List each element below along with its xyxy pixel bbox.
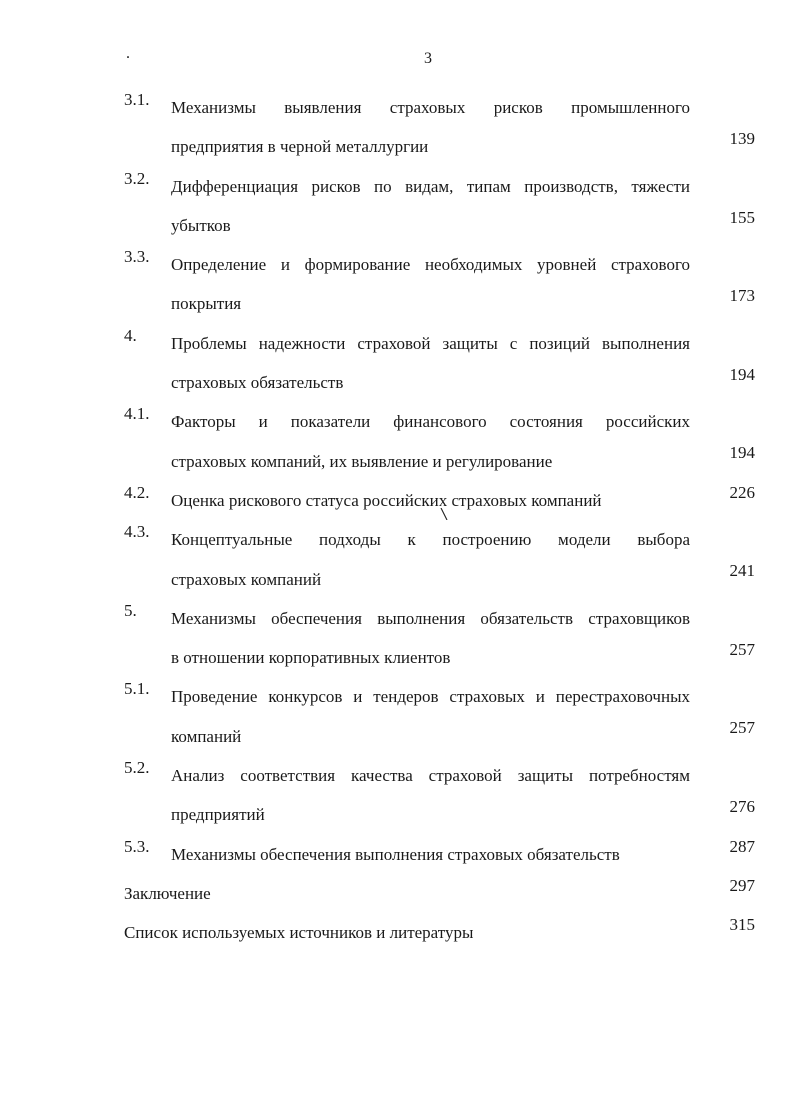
- page-number: 3: [424, 50, 432, 67]
- toc-entry-title-line: страховых компаний, их выявление и регулирование: [171, 451, 553, 471]
- pen-stroke-mark: [440, 508, 448, 520]
- toc-entry-number: 5.2.: [124, 758, 150, 778]
- toc-entry-title-line: Механизмы выявления страховых рисков промышленного: [171, 98, 690, 117]
- toc-entry-page: 297: [729, 875, 755, 895]
- toc-entry-title-line: Дифференциация рисков по видам, типам производств, тяжести: [171, 176, 690, 196]
- toc-entry-page: 276: [729, 797, 755, 817]
- toc-entry-title-line: Механизмы обеспечения выполнения обязательств страховщиков: [171, 608, 690, 628]
- toc-entry-page: 139: [729, 129, 755, 148]
- toc-entry-title-line: Список используемых источников и литературы: [124, 923, 474, 943]
- toc-entry-title-line: Проведение конкурсов и тендеров страховых и перестраховочных: [171, 687, 690, 707]
- toc-entry-page: 241: [729, 561, 755, 581]
- toc-entry-title-line: предприятий: [171, 805, 265, 825]
- toc-entry-4-1: [0, 402, 793, 481]
- toc-entry-page: 287: [729, 836, 755, 856]
- toc-entry-title-line: Проблемы надежности страховой защиты с позиций выполнения: [171, 333, 690, 353]
- toc-entry-title-line: Оценка рискового статуса российских страховых компаний: [171, 490, 602, 510]
- toc-entry-title-line: Механизмы обеспечения выполнения страховых обязательств: [171, 844, 620, 864]
- toc-entry-number: 4.2.: [124, 482, 150, 502]
- toc-entry-page: 257: [729, 718, 755, 738]
- toc-entry-page: 194: [729, 364, 755, 384]
- toc-entry-number: 3.3.: [124, 247, 150, 267]
- toc-entry-title-line: Концептуальные подходы к построению модели выбора: [171, 530, 690, 550]
- toc-entry-title-line: Анализ соответствия качества страховой защиты потребностям: [171, 766, 690, 786]
- toc-entry-conclusion: [0, 874, 793, 913]
- toc-entry-number: 3.1.: [124, 90, 150, 109]
- toc-entry-5-1: [0, 677, 793, 756]
- toc-entry-title-line: страховых обязательств: [171, 373, 344, 393]
- table-of-contents: [0, 88, 793, 953]
- toc-entry-number: 5.: [124, 600, 137, 620]
- toc-entry-title-line: Заключение: [124, 883, 211, 903]
- toc-entry-number: 3.2.: [124, 168, 150, 188]
- toc-entry-page: 173: [729, 286, 755, 306]
- toc-entry-number: 5.1.: [124, 679, 150, 699]
- toc-entry-number: 4.1.: [124, 404, 150, 424]
- toc-entry-title-line: покрытия: [171, 294, 242, 314]
- toc-entry-page: 315: [729, 915, 755, 935]
- toc-entry-page: 155: [729, 207, 755, 227]
- toc-entry-number: 4.: [124, 325, 137, 345]
- toc-entry-title-line: Определение и формирование необходимых уровней страхового: [171, 255, 690, 275]
- toc-entry-title-line: убытков: [171, 215, 231, 235]
- toc-entry-page: 257: [729, 639, 755, 659]
- toc-entry-4-3: [0, 520, 793, 599]
- toc-entry-title-line: предприятия в черной металлургии: [171, 137, 429, 157]
- stray-dot: .: [126, 45, 130, 62]
- toc-entry-number: 5.3.: [124, 836, 150, 856]
- toc-entry-title-line: страховых компаний: [171, 569, 322, 589]
- toc-entry-references: [0, 913, 793, 952]
- toc-entry-3-1: [0, 88, 793, 167]
- toc-entry-number: 4.3.: [124, 522, 150, 542]
- toc-entry-title-line: компаний: [171, 726, 242, 746]
- toc-entry-title-line: Факторы и показатели финансового состояния российских: [171, 412, 690, 432]
- toc-entry-3-2: [0, 167, 793, 246]
- toc-entry-4-2: [0, 481, 793, 520]
- toc-entry-title-line: в отношении корпоративных клиентов: [171, 648, 451, 668]
- toc-entry-5-2: [0, 756, 793, 835]
- toc-entry-page: 226: [729, 482, 755, 502]
- toc-entry-5: [0, 599, 793, 678]
- toc-entry-3-3: [0, 245, 793, 324]
- toc-entry-page: 194: [729, 443, 755, 463]
- toc-entry-5-3: [0, 835, 793, 874]
- toc-entry-4: [0, 324, 793, 403]
